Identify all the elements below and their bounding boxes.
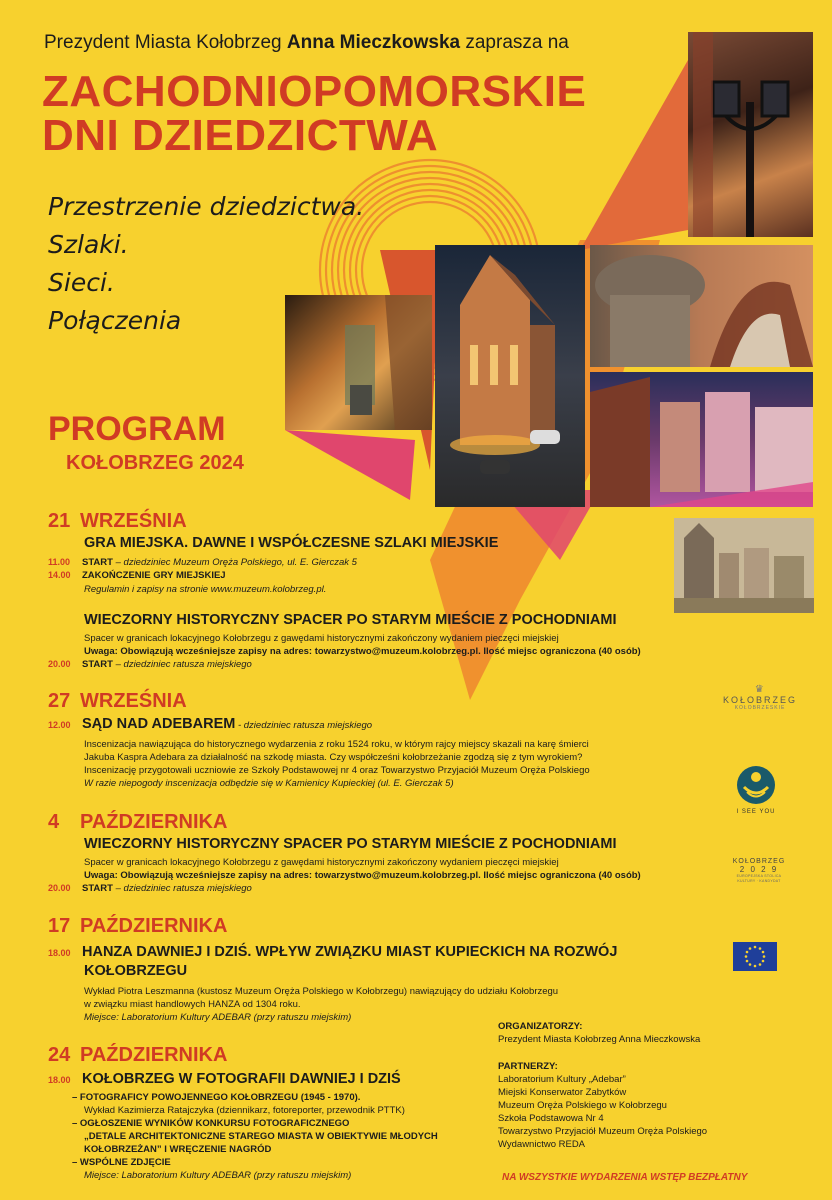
event-hansa-desc [84,985,558,1024]
title-line-1: ZACHODNIOPOMORSKIE [42,67,587,116]
date-27-num: 27 [48,690,71,712]
intro-prefix: Prezydent Miasta Kołobrzeg [44,32,287,53]
date-21 [48,510,187,533]
start-label: START [82,659,113,670]
organizers-label: ORGANIZATORZY: [498,1021,583,1032]
time-20: 20.00 [48,659,71,669]
event-trial-title-row [48,715,372,733]
slogan [48,188,364,340]
item-2-line-2: „DETALE ARCHITEKTONICZNE STAREGO MIASTA W OBIEKTYWIE MŁODYCH [84,1131,438,1142]
event-walk-1-desc: Spacer w granicach lokacyjnego Kołobrzegu z gawędami historycznymi zakończony wydaniem pieczęci miejskiej [84,633,559,644]
start-text: – dziedziniec Muzeum Oręża Polskiego, ul. E. Gierczak 5 [112,557,357,568]
desc-line: Inscenizację przygotowali uczniowie ze Szkoły Podstawowej nr 4 oraz Towarzystwo Przyjaciół Muzeum Oręża Polskiego [84,765,590,776]
date-27-month: WRZEŚNIA [80,690,187,712]
end-label: ZAKOŃCZENIE GRY MIEJSKIEJ [82,570,226,581]
photo-old-town-street [590,372,813,507]
event-trial-title: SĄD NAD ADEBAREM [82,716,236,732]
event-trial-place: - dziedziniec ratusza miejskiego [235,720,373,731]
photo-chapel-aerial [435,245,585,507]
time-20: 20.00 [48,883,71,893]
event-city-game-title: GRA MIEJSKA. DAWNE I WSPÓŁCZESNE SZLAKI MIEJSKIE [84,535,499,551]
date-4-num: 4 [48,811,60,833]
time-12: 12.00 [48,720,71,730]
event-walk-2-start [48,883,252,894]
date-4-month: PAŹDZIERNIKA [80,811,228,833]
organizer-item: Prezydent Miasta Kołobrzeg Anna Mieczkowska [498,1034,701,1045]
partner-item: Laboratorium Kultury „Adebar” [498,1074,626,1085]
photo-street-lamp [688,32,813,237]
logo-i-see-you-text: I SEE YOU [736,809,776,815]
time-18: 18.00 [48,1075,71,1085]
organizers-block [498,1020,707,1151]
eu-flag-icon [733,942,777,971]
item-1: – FOTOGRAFICY POWOJENNEGO KOŁOBRZEGU (1945 - 1970). [72,1092,361,1103]
intro-name: Anna Mieczkowska [286,32,461,53]
date-24-num: 24 [48,1044,71,1066]
program-subtitle: KOŁOBRZEG 2024 [66,452,244,474]
logo-kolobrzeg-sub: KOŁOBRZESKIE [734,705,786,711]
item-3: – WSPÓLNE ZDJĘCIE [72,1157,171,1168]
start-label: START [82,557,113,568]
desc-line: Wykład Piotra Leszmanna (kustosz Muzeum Oręża Polskiego w Kołobrzegu) nawiązujący do udziału Kołobrzegu [84,986,559,997]
slogan-line-2: Szlaki. [48,230,129,259]
photo-stone-arch [590,245,813,367]
date-24-month: PAŹDZIERNIKA [80,1044,228,1066]
desc-note: W razie niepogody inscenizacja odbędzie się w Kamienicy Kupieckiej (ul. E. Gierczak 5) [84,778,454,789]
intro-line [44,32,569,54]
event-hansa-title-2: KOŁOBRZEGU [84,963,188,979]
slogan-line-3: Sieci. [48,268,115,297]
partner-item: Miejski Konserwator Zabytków [498,1087,627,1098]
start-label: START [82,883,113,894]
date-17-month: PAŹDZIERNIKA [80,915,228,937]
logo-2029-line3: EUROPEJSKA STOLICA KULTURY · KANDYDAT [736,874,782,883]
date-24 [48,1044,227,1067]
desc-line: Inscenizacja nawiązująca do historycznego wydarzenia z roku 1524 roku, w którym rajcy miejscy skazali na karę śmierci [84,739,589,750]
desc-note: Miejsce: Laboratorium Kultury ADEBAR (przy ratuszu miejskim) [84,1012,352,1023]
event-hansa-title: HANZA DAWNIEJ I DZIŚ. WPŁYW ZWIĄZKU MIAST KUPIECKICH NA ROZWÓJ [82,944,618,960]
event-walk-2-title: WIECZORNY HISTORYCZNY SPACER PO STARYM MIEŚCIE Z POCHODNIAMI [84,836,617,852]
item-2-line-3: KOŁOBRZEŻAN” I WRĘCZENIE NAGRÓD [84,1144,272,1155]
logo-2029-line1: KOŁOBRZEG [732,858,786,865]
date-21-month: WRZEŚNIA [80,510,187,532]
event-photo-title: KOŁOBRZEG W FOTOGRAFII DAWNIEJ I DZIŚ [82,1071,401,1087]
date-21-num: 21 [48,510,71,532]
partner-item: Towarzystwo Przyjaciół Muzeum Oręża Polskiego [498,1126,708,1137]
item-1-desc: Wykład Kazimierza Ratajczyka (dziennikarz, fotoreporter, przewodnik PTTK) [84,1105,405,1116]
event-walk-1-warning: Uwaga: Obowiązują wcześniejsze zapisy na adres: towarzystwo@muzeum.kolobrzeg.pl. Ilość miejsc ograniczona (40 osób) [84,646,641,657]
event-hansa-title-row [48,943,617,961]
event-city-game-end [48,570,226,581]
event-city-game-start [48,557,357,568]
crown-icon: ♛ [754,684,766,695]
time-11: 11.00 [48,557,71,567]
event-trial-desc [84,738,590,790]
event-walk-1-title: WIECZORNY HISTORYCZNY SPACER PO STARYM MIEŚCIE Z POCHODNIAMI [84,612,617,628]
partner-item: Szkoła Podstawowa Nr 4 [498,1113,604,1124]
i-see-you-icon [736,765,776,805]
time-18: 18.00 [48,948,71,958]
title-line-2: DNI DZIEDZICTWA [42,111,439,160]
event-walk-2-warning: Uwaga: Obowiązują wcześniejsze zapisy na adres: towarzystwo@muzeum.kolobrzeg.pl. Ilość miejsc ograniczona (40 osób) [84,870,641,881]
event-city-game-note: Regulamin i zapisy na stronie www.muzeum.kolobrzeg.pl. [84,584,327,595]
logo-kolobrzeg [712,684,808,711]
date-17-num: 17 [48,915,71,937]
free-entry-note: NA WSZYSTKIE WYDARZENIA WSTĘP BEZPŁATNY [502,1172,748,1183]
item-2: – OGŁOSZENIE WYNIKÓW KONKURSU FOTOGRAFICZNEGO [72,1118,350,1129]
slogan-line-4: Połączenia [48,306,182,335]
photo-historic-postcard [674,518,814,613]
program-title: PROGRAM [48,410,226,448]
logo-kolobrzeg-2029 [728,858,790,884]
event-walk-2-desc: Spacer w granicach lokacyjnego Kołobrzegu z gawędami historycznymi zakończony wydaniem pieczęci miejskiej [84,857,559,868]
logo-kolobrzeg-text: KOŁOBRZEG [722,695,797,705]
logo-i-see-you [735,765,777,815]
event-photo-title-row [48,1070,401,1088]
date-4 [48,811,227,834]
item-note: Miejsce: Laboratorium Kultury ADEBAR (przy ratuszu miejskim) [84,1170,352,1181]
slogan-line-1: Przestrzenie dziedzictwa. [48,192,365,221]
start-text: – dziedziniec ratusza miejskiego [112,883,252,894]
desc-line: Jakuba Kaspra Adebara za działalność na szkodę miasta. Czy współcześni kołobrzeżanie zgodzą się z tym wyrokiem? [84,752,583,763]
logo-2029-line2: 2 0 2 9 [739,865,779,874]
partner-item: Wydawnictwo REDA [498,1139,586,1150]
partner-item: Muzeum Oręża Polskiego w Kołobrzegu [498,1100,667,1111]
partners-label: PARTNERZY: [498,1061,558,1072]
start-text: – dziedziniec ratusza miejskiego [112,659,252,670]
date-27 [48,690,187,713]
time-14: 14.00 [48,570,71,580]
intro-suffix: zaprasza na [460,32,569,53]
event-walk-1-start [48,659,252,670]
main-title [42,67,662,160]
date-17 [48,915,227,938]
event-photo-items [72,1091,438,1182]
desc-line: w związku miast handlowych HANZA od 1304 roku. [84,999,301,1010]
